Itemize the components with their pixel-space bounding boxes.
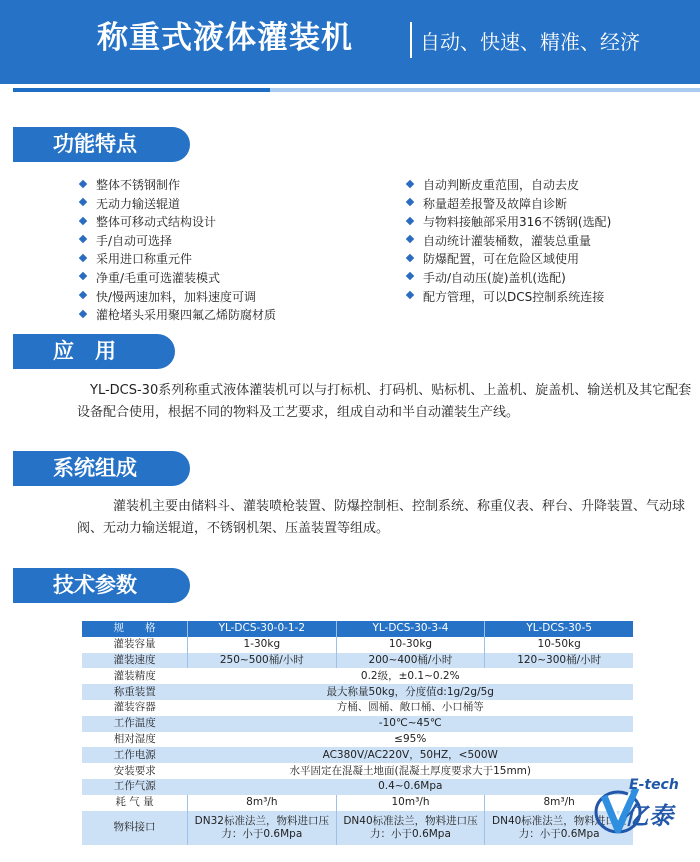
diamond-bullet-icon xyxy=(79,179,87,187)
table-row xyxy=(82,653,633,669)
diamond-bullet-icon xyxy=(79,216,87,224)
feature-text: 称量超差报警及故障自诊断 xyxy=(423,196,568,211)
diamond-bullet-icon xyxy=(406,179,414,187)
feature-text: 手动/自动压(旋)盖机(选配) xyxy=(423,270,566,285)
section-title-application: 应 用 xyxy=(53,339,116,363)
diamond-bullet-icon xyxy=(406,198,414,206)
feature-item xyxy=(80,250,276,269)
feature-text: 自动统计灌装桶数，灌装总重量 xyxy=(423,233,592,248)
table-row xyxy=(82,700,633,716)
diamond-bullet-icon xyxy=(406,272,414,280)
row-value: 0.2级，±0.1~0.2% xyxy=(188,668,634,684)
header-stripe-light xyxy=(270,88,700,92)
diamond-bullet-icon xyxy=(406,235,414,243)
row-label: 耗 气 量 xyxy=(82,795,188,811)
feature-text: 无动力输送辊道 xyxy=(96,196,181,211)
table-header-row xyxy=(82,621,633,637)
feature-text: 与物料接触部采用316不锈钢(选配) xyxy=(423,215,612,230)
section-header-application xyxy=(13,334,175,369)
row-value: 10m³/h xyxy=(336,795,485,811)
features-list-right xyxy=(407,176,611,306)
row-value: 10-50kg xyxy=(485,637,633,653)
page-slogan: 自动、快速、精准、经济 xyxy=(420,30,640,54)
table-row xyxy=(82,811,633,845)
feature-item xyxy=(407,176,611,195)
table-row xyxy=(82,637,633,653)
page-title: 称重式液体灌装机 xyxy=(97,20,353,56)
row-value: 1-30kg xyxy=(188,637,337,653)
feature-text: 整体可移动式结构设计 xyxy=(96,215,217,230)
row-label: 工作温度 xyxy=(82,716,188,732)
feature-item xyxy=(80,195,276,214)
feature-item xyxy=(80,232,276,251)
table-row xyxy=(82,779,633,795)
feature-text: 采用进口称重元件 xyxy=(96,252,193,267)
diamond-bullet-icon xyxy=(79,198,87,206)
row-value: DN40标准法兰，物料进口压力：小于0.6Mpa xyxy=(485,811,633,845)
section-header-features xyxy=(13,127,190,162)
row-label: 物料接口 xyxy=(82,811,188,845)
header-divider xyxy=(410,22,412,58)
row-label: 工作气源 xyxy=(82,779,188,795)
table-row xyxy=(82,716,633,732)
diamond-bullet-icon xyxy=(79,235,87,243)
row-label: 工作电源 xyxy=(82,747,188,763)
row-value: 方桶、圆桶、敞口桶、小口桶等 xyxy=(188,700,634,716)
section-header-composition xyxy=(13,451,190,486)
diamond-bullet-icon xyxy=(406,216,414,224)
feature-text: 快/慢两速加料，加料速度可调 xyxy=(96,289,257,304)
feature-item xyxy=(80,306,276,325)
row-label: 灌装精度 xyxy=(82,668,188,684)
table-row xyxy=(82,684,633,700)
row-value: -10℃~45℃ xyxy=(188,716,634,732)
row-value: 8m³/h xyxy=(188,795,337,811)
diamond-bullet-icon xyxy=(79,272,87,280)
table-row xyxy=(82,732,633,748)
diamond-bullet-icon xyxy=(79,254,87,262)
feature-item xyxy=(407,232,611,251)
table-header-cell: YL-DCS-30-5 xyxy=(485,621,633,637)
page-header xyxy=(0,0,700,84)
row-label: 安装要求 xyxy=(82,763,188,779)
header-stripe-dark xyxy=(13,88,270,92)
row-value: 最大称量50kg，分度值d:1g/2g/5g xyxy=(188,684,634,700)
table-header-cell: 规 格 xyxy=(82,621,188,637)
feature-text: 灌枪堵头采用聚四氟乙烯防腐材质 xyxy=(96,308,277,323)
section-title-features: 功能特点 xyxy=(53,132,137,156)
row-label: 灌装速度 xyxy=(82,653,188,669)
row-value: 水平固定在混凝土地面(混凝土厚度要求大于15mm) xyxy=(188,763,634,779)
feature-item xyxy=(407,195,611,214)
diamond-bullet-icon xyxy=(406,291,414,299)
diamond-bullet-icon xyxy=(79,291,87,299)
feature-item xyxy=(407,250,611,269)
row-value: 200~400桶/小时 xyxy=(336,653,485,669)
row-value: DN40标准法兰，物料进口压力：小于0.6Mpa xyxy=(336,811,485,845)
application-text: YL-DCS-30系列称重式液体灌装机可以与打标机、打码机、贴标机、上盖机、旋盖机、输送机及其它配套设备配合使用，根据不同的物料及工艺要求，组成自动和半自动灌装生产线。 xyxy=(77,383,692,420)
feature-text: 配方管理，可以DCS控制系统连接 xyxy=(423,289,605,304)
table-row xyxy=(82,668,633,684)
logo-text-cn: 亿泰 xyxy=(624,802,674,830)
feature-item xyxy=(407,213,611,232)
table-row xyxy=(82,747,633,763)
spec-table xyxy=(82,621,633,845)
feature-item xyxy=(80,176,276,195)
row-value: 8m³/h xyxy=(485,795,633,811)
feature-text: 自动判断皮重范围，自动去皮 xyxy=(423,178,580,192)
row-value: DN32标准法兰，物料进口压力：小于0.6Mpa xyxy=(188,811,337,845)
section-title-specs: 技术参数 xyxy=(53,573,137,597)
row-value: ≤95% xyxy=(188,732,634,748)
row-value: AC380V/AC220V，50HZ，<500W xyxy=(188,747,634,763)
row-value: 250~500桶/小时 xyxy=(188,653,337,669)
diamond-bullet-icon xyxy=(406,254,414,262)
feature-item xyxy=(407,288,611,307)
feature-item xyxy=(80,213,276,232)
row-label: 灌装容器 xyxy=(82,700,188,716)
table-row xyxy=(82,795,633,811)
section-header-specs xyxy=(13,568,190,603)
feature-text: 防爆配置，可在危险区域使用 xyxy=(423,252,580,267)
diamond-bullet-icon xyxy=(79,309,87,317)
feature-text: 手/自动可选择 xyxy=(96,233,173,248)
composition-text: 灌装机主要由储料斗、灌装喷枪装置、防爆控制柜、控制系统、称重仪表、秤台、升降装置、气动球阀、无动力输送辊道，不锈钢机架、压盖装置等组成。 xyxy=(77,499,686,536)
section-title-composition: 系统组成 xyxy=(53,456,137,480)
table-header-cell: YL-DCS-30-0-1-2 xyxy=(188,621,337,637)
feature-text: 净重/毛重可选灌装模式 xyxy=(96,270,221,285)
feature-item xyxy=(80,269,276,288)
row-label: 称重装置 xyxy=(82,684,188,700)
feature-item xyxy=(80,288,276,307)
row-value: 10-30kg xyxy=(336,637,485,653)
row-value: 120~300桶/小时 xyxy=(485,653,633,669)
features-list-left xyxy=(80,176,276,325)
row-label: 相对湿度 xyxy=(82,732,188,748)
row-label: 灌装容量 xyxy=(82,637,188,653)
logo-text-en: E-tech xyxy=(629,777,679,793)
row-value: 0.4~0.6Mpa xyxy=(188,779,634,795)
table-row xyxy=(82,763,633,779)
table-header-cell: YL-DCS-30-3-4 xyxy=(336,621,485,637)
feature-item xyxy=(407,269,611,288)
feature-text: 整体不锈钢制作 xyxy=(96,178,181,192)
